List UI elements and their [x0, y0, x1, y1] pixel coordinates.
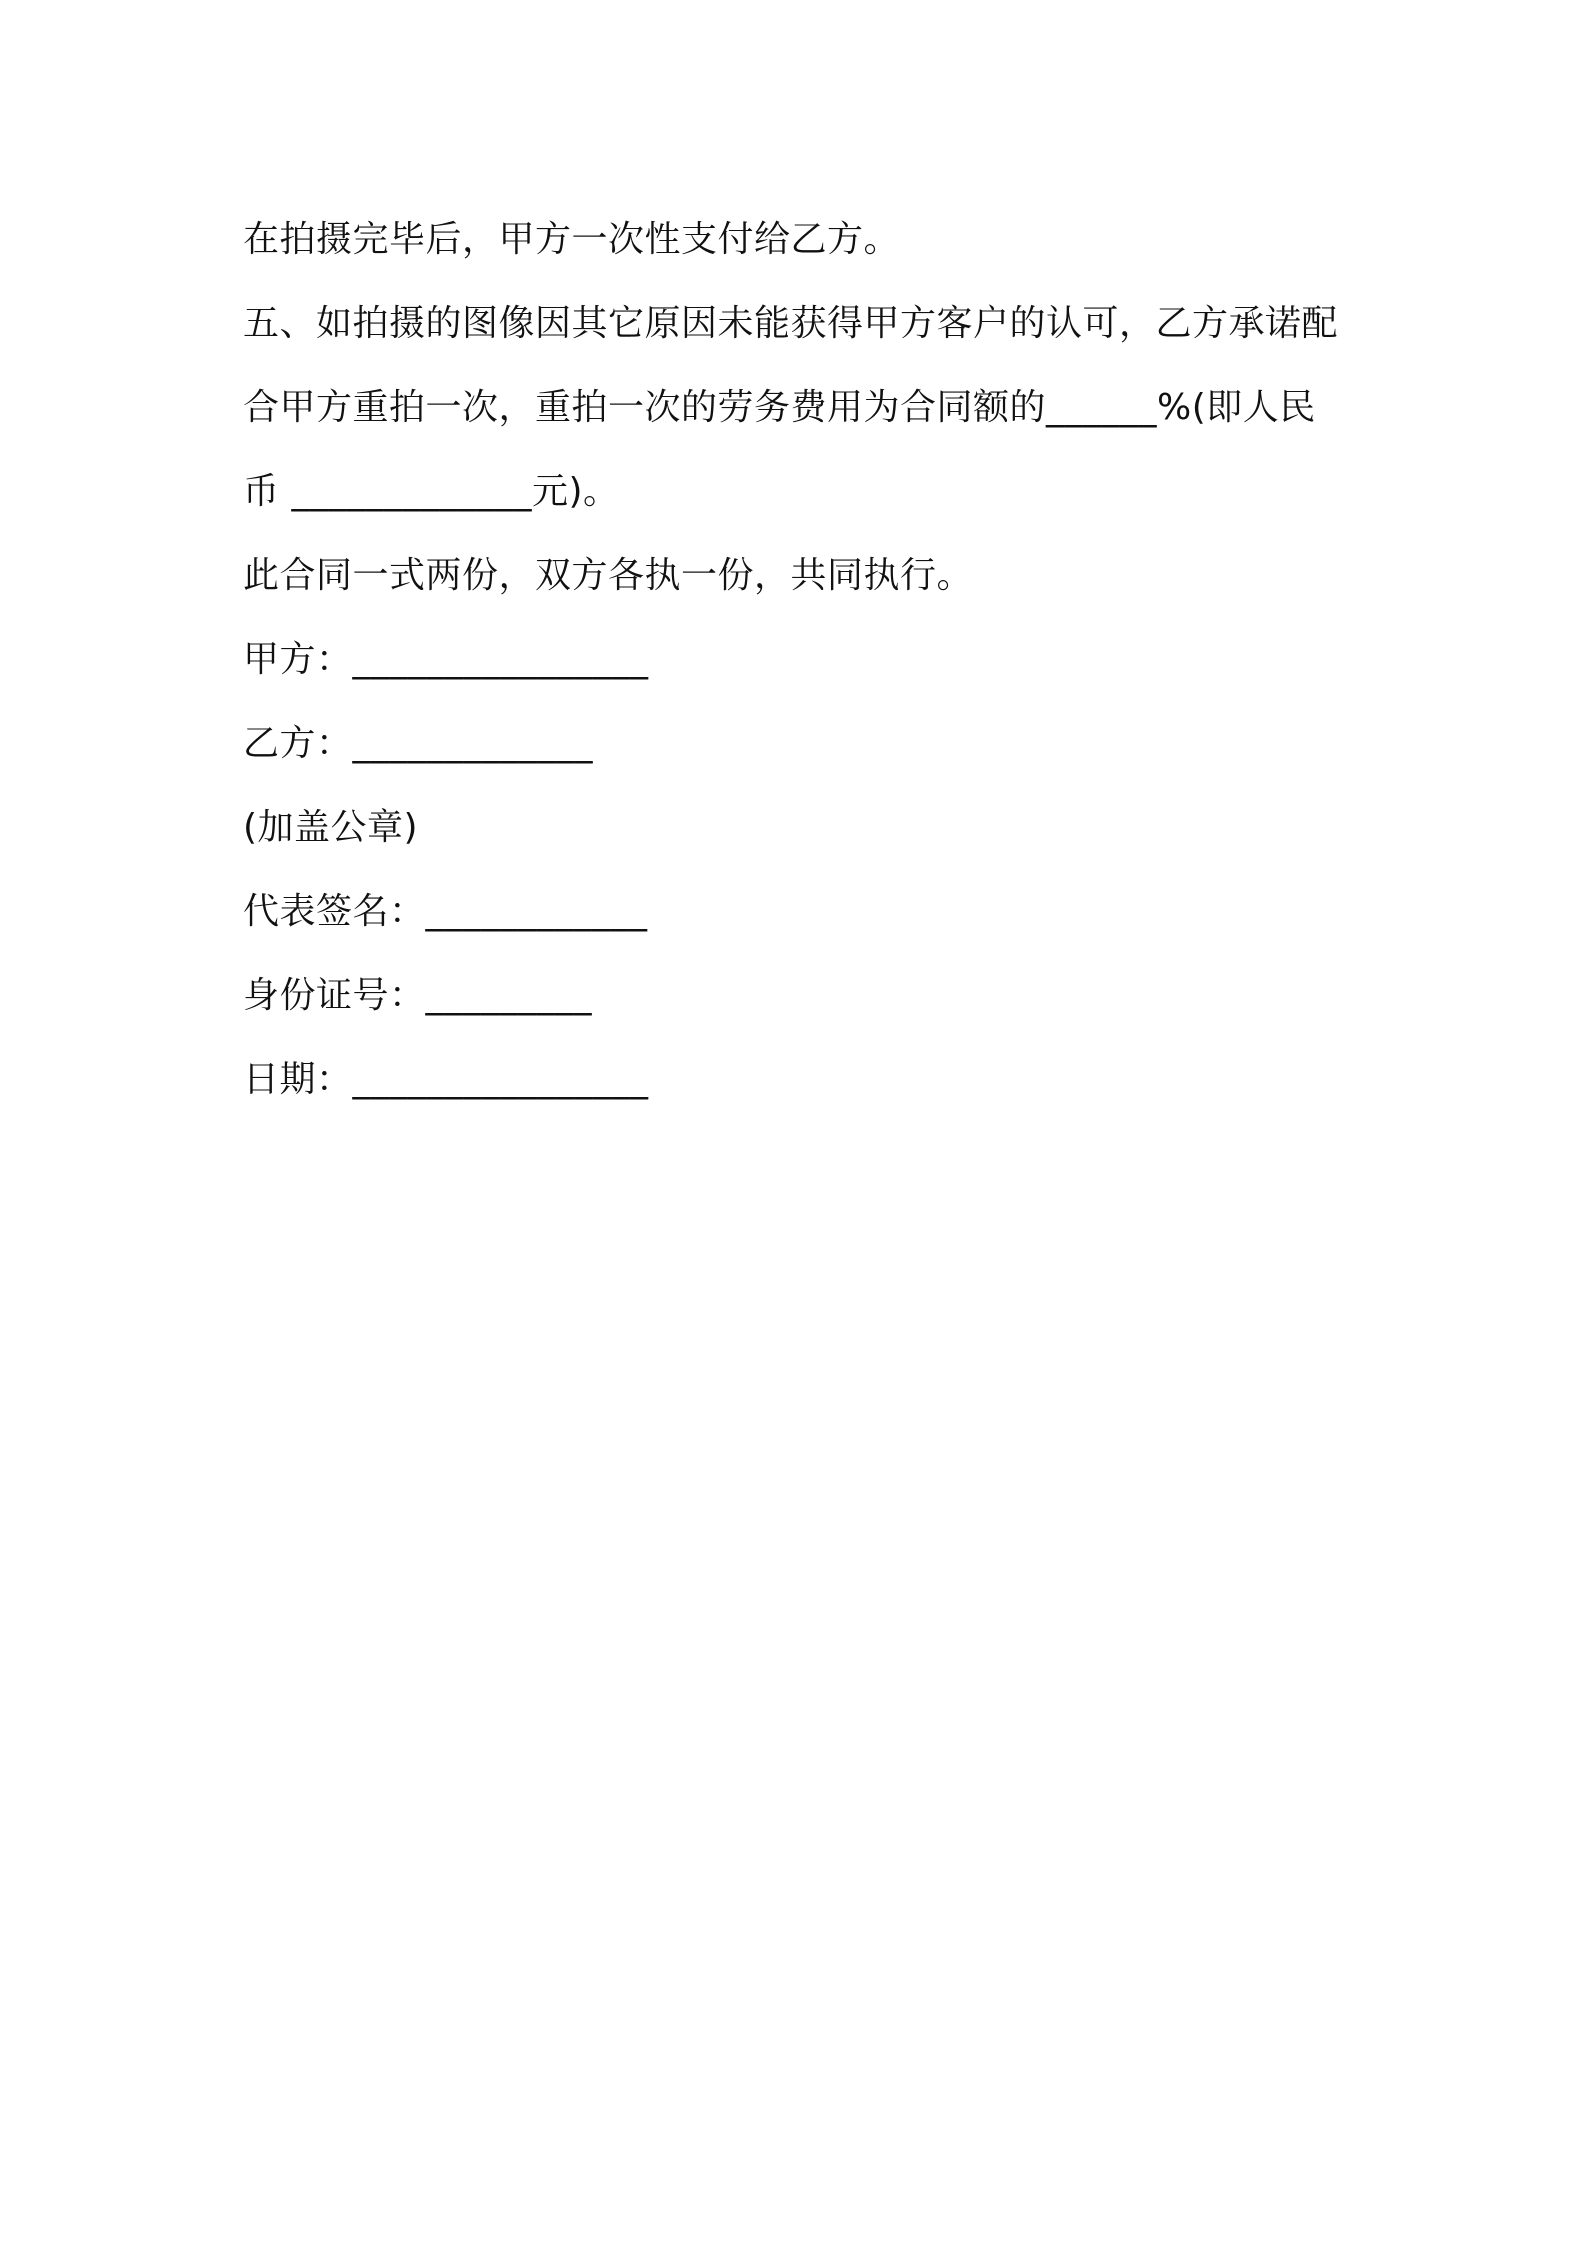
- party-a-signature-line: 甲方：________________: [243, 639, 649, 680]
- date-line: 日期：________________: [243, 1059, 649, 1100]
- payment-clause: 在拍摄完毕后，甲方一次性支付给乙方。: [243, 219, 901, 260]
- clause-5-line-3: 币 _____________元)。: [243, 471, 620, 512]
- clause-5-line-2: 合甲方重拍一次，重拍一次的劳务费用为合同额的______%(即人民: [243, 387, 1316, 428]
- party-b-signature-line: 乙方：_____________: [243, 723, 594, 764]
- clause-5-line-1: 五、如拍摄的图像因其它原因未能获得甲方客户的认可，乙方承诺配: [243, 303, 1339, 344]
- contract-body: [243, 198, 1358, 1122]
- seal-note: (加盖公章): [243, 807, 419, 848]
- copies-statement: 此合同一式两份，双方各执一份，共同执行。: [243, 555, 974, 596]
- representative-signature-line: 代表签名：____________: [243, 891, 648, 932]
- id-number-line: 身份证号：_________: [243, 975, 593, 1016]
